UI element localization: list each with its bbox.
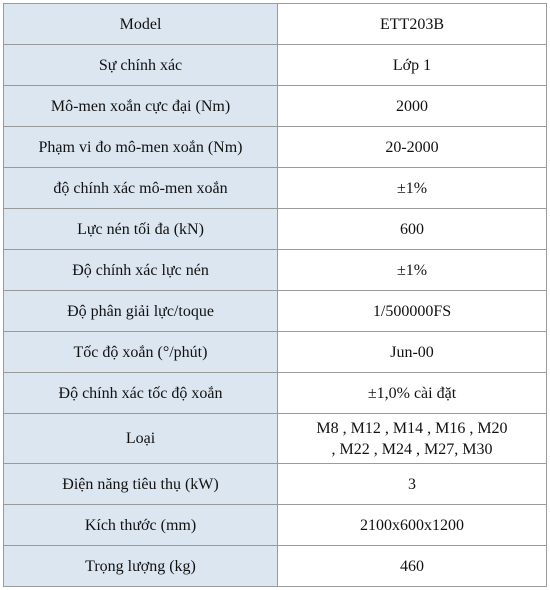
row-label-power: Điện năng tiêu thụ (kW) bbox=[4, 464, 278, 505]
row-label-torque-accuracy: độ chính xác mô-men xoắn bbox=[4, 168, 278, 209]
specification-table bbox=[3, 3, 547, 587]
type-values-line-2: , M22 , M24 , M27, M30 bbox=[331, 440, 493, 458]
row-value-twist-speed: Jun-00 bbox=[278, 332, 547, 373]
row-value-weight: 460 bbox=[278, 546, 547, 587]
row-label-torque-range: Phạm vi đo mô-men xoắn (Nm) bbox=[4, 127, 278, 168]
table-row bbox=[4, 373, 547, 414]
table-row bbox=[4, 127, 547, 168]
table-row bbox=[4, 546, 547, 587]
row-value-max-torque: 2000 bbox=[278, 86, 547, 127]
table-row bbox=[4, 209, 547, 250]
table-row bbox=[4, 291, 547, 332]
table-row bbox=[4, 332, 547, 373]
row-value-torque-accuracy: ±1% bbox=[278, 168, 547, 209]
table-row bbox=[4, 168, 547, 209]
row-value-compression-accuracy: ±1% bbox=[278, 250, 547, 291]
row-label-twist-speed: Tốc độ xoắn (°/phút) bbox=[4, 332, 278, 373]
table-row bbox=[4, 464, 547, 505]
row-label-max-compression: Lực nén tối đa (kN) bbox=[4, 209, 278, 250]
table-row bbox=[4, 414, 547, 464]
row-value-torque-range: 20-2000 bbox=[278, 127, 547, 168]
type-values-line-1: M8 , M12 , M14 , M16 , M20 bbox=[316, 419, 508, 437]
table-row bbox=[4, 45, 547, 86]
row-value-resolution: 1/500000FS bbox=[278, 291, 547, 332]
table-row bbox=[4, 4, 547, 45]
row-label-model: Model bbox=[4, 4, 278, 45]
row-label-type: Loại bbox=[4, 414, 278, 464]
row-label-max-torque: Mô-men xoắn cực đại (Nm) bbox=[4, 86, 278, 127]
row-value-accuracy-class: Lớp 1 bbox=[278, 45, 547, 86]
table-row bbox=[4, 250, 547, 291]
row-value-twist-speed-accuracy: ±1,0% cài đặt bbox=[278, 373, 547, 414]
row-value-power: 3 bbox=[278, 464, 547, 505]
row-value-type bbox=[278, 414, 547, 464]
row-label-accuracy-class: Sự chính xác bbox=[4, 45, 278, 86]
row-value-model: ETT203B bbox=[278, 4, 547, 45]
row-label-resolution: Độ phân giải lực/toque bbox=[4, 291, 278, 332]
row-label-dimensions: Kích thước (mm) bbox=[4, 505, 278, 546]
row-label-weight: Trọng lượng (kg) bbox=[4, 546, 278, 587]
row-value-dimensions: 2100x600x1200 bbox=[278, 505, 547, 546]
row-label-twist-speed-accuracy: Độ chính xác tốc độ xoắn bbox=[4, 373, 278, 414]
table-row bbox=[4, 86, 547, 127]
table-row bbox=[4, 505, 547, 546]
row-value-max-compression: 600 bbox=[278, 209, 547, 250]
row-label-compression-accuracy: Độ chính xác lực nén bbox=[4, 250, 278, 291]
